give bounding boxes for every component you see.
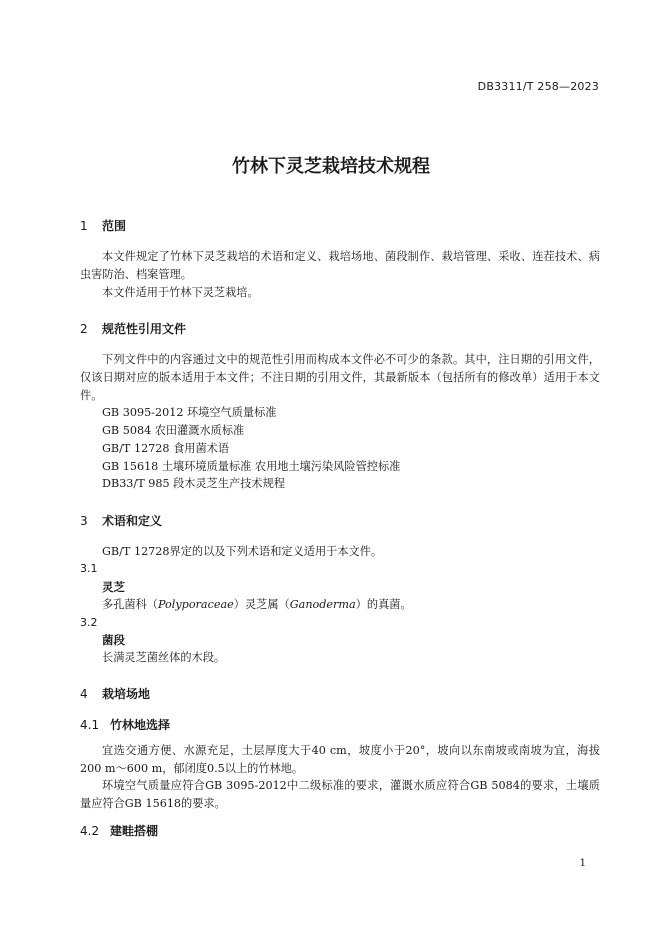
section-3-heading: [80, 512, 162, 529]
subsection-number: 4.1: [80, 718, 100, 732]
section-title: 栽培场地: [102, 687, 151, 701]
term-definition: 多孔菌科（Polyporaceae）灵芝属（Ganoderma）的真菌。: [102, 598, 412, 611]
terms-intro: GB/T 12728界定的以及下列术语和定义适用于本文件。: [102, 545, 383, 558]
scope-applicability: 本文件适用于竹林下灵芝栽培。: [102, 286, 259, 299]
page-number: 1: [579, 858, 586, 869]
scope-paragraph: 本文件规定了竹林下灵芝栽培的术语和定义、栽培场地、菌段制作、栽培管理、采收、连茬技术、病虫害防治、档案管理。: [80, 250, 600, 281]
reference-item: GB 3095-2012 环境空气质量标准: [102, 406, 277, 419]
site-selection-paragraph: 宜选交通方便、水源充足，土层厚度大于40 cm，坡度小于20°，坡向以东南坡或南坡为宜，海拔200 m～600 m，郁闭度0.5以上的竹林地。: [80, 744, 600, 775]
references-intro: 下列文件中的内容通过文中的规范性引用而构成本文件必不可少的条款。其中，注日期的引用文件，仅该日期对应的版本适用于本文件；不注日期的引用文件，其最新版本（包括所有的修改单）适用于本文件。: [80, 353, 600, 402]
section-2-heading: [80, 320, 186, 337]
term-number: 3.2: [80, 616, 98, 629]
latin-family-name: Polyporaceae: [157, 598, 234, 611]
section-number: 1: [80, 219, 88, 233]
reference-item: GB 15618 土壤环境质量标准 农用地土壤污染风险管控标准: [102, 460, 401, 473]
latin-genus-name: Ganoderma: [289, 598, 356, 611]
section-title: 范围: [102, 219, 127, 233]
subsection-number: 4.2: [80, 824, 100, 838]
document-code: DB3311/T 258—2023: [477, 80, 599, 93]
term-definition: 长满灵芝菌丝体的木段。: [102, 651, 226, 664]
section-number: 3: [80, 514, 88, 528]
environment-quality-paragraph: 环境空气质量应符合GB 3095-2012中二级标准的要求，灌溉水质应符合GB 5084的要求，土壤质量应符合GB 15618的要求。: [80, 779, 600, 810]
subsection-title: 竹林地选择: [110, 718, 171, 732]
reference-item: DB33/T 985 段木灵芝生产技术规程: [102, 477, 285, 490]
section-number: 4: [80, 687, 88, 701]
term-name: 灵芝: [102, 580, 125, 594]
section-1-heading: [80, 217, 126, 234]
reference-item: GB 5084 农田灌溉水质标准: [102, 424, 245, 437]
section-number: 2: [80, 322, 88, 336]
subsection-title: 建畦搭棚: [110, 824, 159, 838]
document-title: 竹林下灵芝栽培技术规程: [232, 156, 430, 177]
subsection-4-2-heading: [80, 822, 158, 839]
reference-item: GB/T 12728 食用菌术语: [102, 442, 230, 455]
section-title: 术语和定义: [102, 514, 163, 528]
subsection-4-1-heading: [80, 716, 170, 733]
term-number: 3.1: [80, 562, 98, 575]
section-title: 规范性引用文件: [102, 322, 187, 336]
section-4-heading: [80, 685, 150, 702]
term-name: 菌段: [102, 633, 125, 647]
